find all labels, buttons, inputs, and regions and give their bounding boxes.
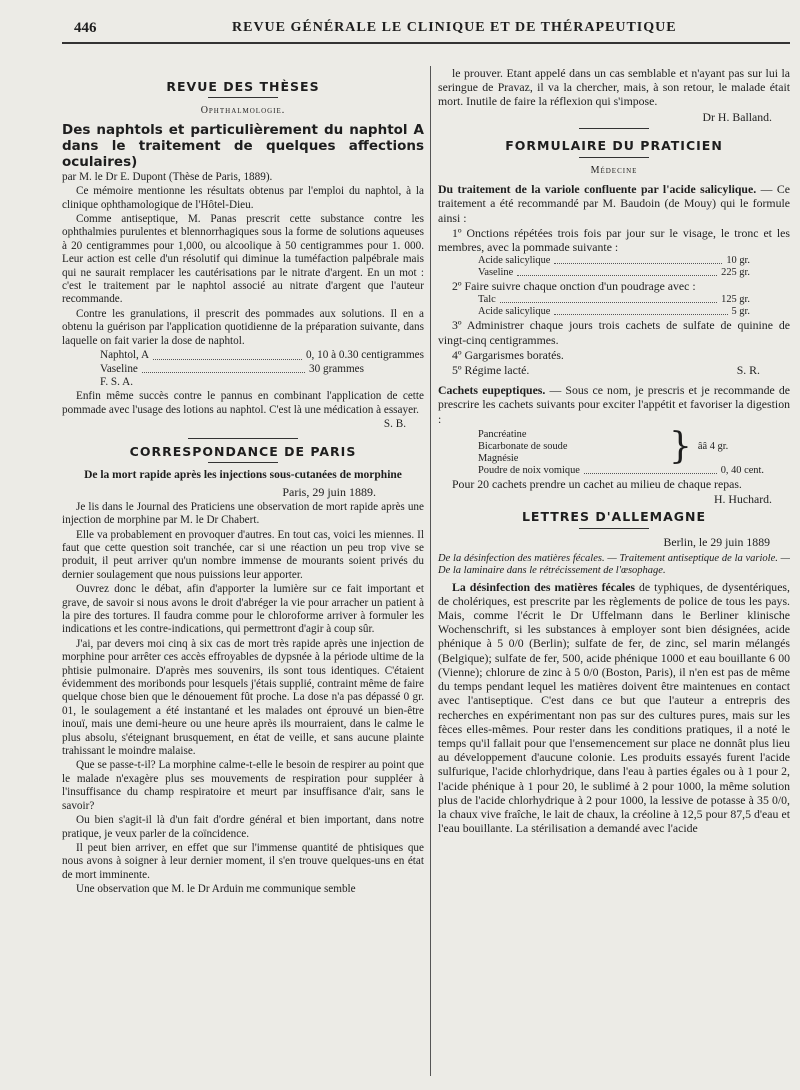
prescription-ingredient: Vaseline (478, 267, 514, 279)
cachets-formula (478, 425, 790, 467)
prescription-row (438, 294, 790, 306)
paragraph: Ce mémoire mentionne les résultats obtenus par l'emploi du naphtol, à la clinique ophthamologique de l'Hôtel-Dieu. (62, 185, 424, 211)
paragraph: Elle va probablement en provoquer d'autres. En tout cas, voici les miennes. Il faut que cette question soit tranchée, car si une réaction un peu trop vive se produit, il peut arriver qu'un nombre immense de mourants soient privés du dernier soulagement que nous puissions leur apporter. (62, 528, 424, 581)
step-text: 5º Régime lacté. (452, 363, 530, 378)
section-rule (208, 97, 278, 98)
lead-text: — Sous ce nom, je prescris et je recommande de prescrire les cachets suivants pour exciter l'appétit et favoriser la digestion : (438, 383, 790, 426)
lead-title: La désinfection des matières fécales (452, 579, 635, 594)
section-rule (579, 128, 649, 129)
left-column (62, 66, 424, 898)
section-rule (188, 438, 298, 439)
prescription-row (438, 306, 790, 318)
prescription-fsa: F. S. A. (100, 375, 133, 388)
prescription-dose: 0, 10 à 0.30 centigrammes (305, 349, 424, 362)
prescription-dose: 30 grammes (309, 362, 364, 375)
page-header (62, 14, 792, 38)
header-rule (62, 42, 790, 44)
prescription-dose: 0, 40 cent. (720, 464, 764, 476)
section-rule (579, 157, 649, 158)
paragraph (438, 580, 790, 836)
article-title: Des naphtols et particulièrement du naphtol A dans le traitement de quelques affections oculaires) (62, 121, 424, 170)
paragraph: 2º Faire suivre chaque onction d'un poudrage avec : (452, 279, 696, 294)
brace-icon: } (669, 425, 692, 467)
page-number: 446 (74, 20, 97, 36)
formulaire-section-title: FORMULAIRE DU PRATICIEN (505, 137, 723, 153)
lead-text: — Ce traitement a été recommandé par M. Baudoin (de Mouy) qui le formule ainsi : (438, 182, 790, 225)
prescription-dose: 125 gr. (721, 294, 750, 306)
lead-text: de typhiques, de dysentériques, de cholériques, est prescrite par les règlements de police de tous les pays. Mais, comme l'écrit le Dr Uffelmann dans le Berliner klinische Wochenschrift, si les substances à employer sont bien désignées, acide phénique à 5 0/0 (Berlin); sulfate de fer, de zinc, sel marin mélangés (Belgique); sulfate de fer, 500, acide phénique 1000 et eau bouillante 6 00 (Vienne); chlorure de zinc à 5 0/0 (Boston, Paris), il n'en est pas de même du temps pendant lequel les matières doivent être maintenues en contact avec l'antiseptique. C'est dans ce but que l'auteur a entrepris des recherches en expérimentant non pas sur des cultures pures, mais sur les fèces elles-mêmes. Pour rester dans les conditions pratiques, il a noté le temps qu'il fallait pour que l'ensemencement sur place ne donnât plus lieu au développement d'aucune colonie. Les produits essayés furent l'acide sulfurique, l'acide chlorhydrique, dans l'eau à parties égales ou à 1 pour 2, l'acide phénique à 1 pour 20, le sublimé à 2 pour 1000, la même solution plus de l'acide chlorhydrique à 2 pour 1000, la lessive de potasse à 35 0/0, la chaux vive fraîche, le lait de chaux, la créoline à 12,5 pour 87,5 d'eau et l'eau bouillante. La stérilisation a demandé avec l'acide (438, 579, 790, 836)
bracket-items (478, 429, 663, 465)
prescription-ingredient: Naphtol, A (100, 349, 150, 362)
prescription-ingredient: Vaseline (100, 362, 138, 375)
signature: H. Huchard. (714, 492, 772, 507)
prescription-dose: 10 gr. (726, 255, 750, 267)
paragraph (438, 383, 790, 426)
prescription-ingredient: Talc (478, 294, 496, 306)
paragraph: J'ai, par devers moi cinq à six cas de mort très rapide après une injection de morphine pour arrêter ces accès effroyables de dypsnée à la période ultime de la phtisie pulmonaire. D'après mes souvenirs, ils sont tous identiques. C'étaient évidemment des moribonds pour lesquels j'étais supplié, contraint même de faire quelque chose bien que le dénouement fût proche. La dose n'a pas dépassé 0 gr. 01, le soulagement a été instantané et les malades ont éprouvé un bien-être inouï, mais une demi-heure ou une heure après ils mourraient, dans le calme le plus absolu, s'éteignant brusquement, en état de veille, et sans aucune plainte trahissant le moindre malaise. (62, 637, 424, 758)
paragraph: 1º Onctions répétées trois fois par jour sur le visage, le tronc et les membres, avec la pommade suivante : (438, 225, 790, 255)
ingredient: Magnésie (478, 452, 519, 464)
theses-subhead: Ophthalmologie. (200, 105, 286, 117)
paragraph (438, 182, 790, 225)
paragraph: Pour 20 cachets prendre un cachet au milieu de chaque repas. (452, 476, 742, 491)
prescription-ingredient: Poudre de noix vomique (478, 464, 580, 476)
prescription-dose: 225 gr. (721, 267, 750, 279)
paragraph: Une observation que M. le Dr Arduin me communique semble (76, 883, 356, 896)
paragraph: Que se passe-t-il? La morphine calme-t-elle le besoin de respirer au point que le malade n'exagère plus ses mouvements de respiration pour suppléer à l'insuffisance du champ respiratoire et meurt par insuffisance d'air, sans le savoir? (62, 759, 424, 812)
paragraph: Je lis dans le Journal des Praticiens une observation de mort rapide après une injection de morphine par M. le Dr Chabert. (62, 500, 424, 527)
theses-section-title: REVUE DES THÈSES (166, 79, 320, 94)
column-divider (430, 66, 431, 1076)
section-rule (579, 528, 649, 529)
dateline: Paris, 29 juin 1889. (282, 485, 376, 500)
paragraph: Ouvrez donc le débat, afin d'apporter la lumière sur ce fait important et grave, de savoir si nous avons le droit d'abréger la vie pour arracher un patient à la pire des tortures. Il faudra comme pour le chloroforme arriver à formuler les indications et les contre-indications, qui permettront d'agir à coup sûr. (62, 583, 424, 636)
prescription-row (438, 267, 790, 279)
right-column (438, 66, 790, 836)
ingredient: Bicarbonate de soude (478, 440, 568, 452)
paragraph (438, 363, 790, 377)
signature: S. B. (383, 418, 406, 431)
paragraph: Il peut bien arriver, en effet que sur l'immense quantité de phtisiques que nous avons à soigner à leur dernier moment, il s'en trouve quelques-uns en état de mort imminente. (62, 841, 424, 881)
paragraph: Comme antiseptique, M. Panas prescrit cette substance contre les ophthalmies purulentes et blennorrhagiques sous la forme de solutions aqueuses à 20 centigrammes pour 1,000, ou alcoolique à 50 centigrammes pour 1. 000. Leur action est celle d'un résolutif qui diminue la tuméfaction palpébrale mais qui ne saurait remplacer les cautérisations par le nitrate d'argent. En un mot : c'est le traitement par le naphtol associé au nitrate d'argent que l'auteur recommande. (62, 213, 424, 306)
prescription-ingredient: Acide salicylique (478, 306, 551, 318)
prescription-row (62, 349, 424, 362)
paragraph: Ou bien s'agit-il là d'un fait d'ordre général et bien important, dans notre pratique, je veux parler de la coïncidence. (62, 814, 424, 840)
prescription-row (438, 255, 790, 267)
running-title: REVUE GÉNÉRALE LE CLINIQUE ET DE THÉRAPEUTIQUE (232, 20, 677, 35)
paragraph: 4º Gargarismes boratés. (452, 347, 564, 362)
lead-title: Du traitement de la variole confluente par l'acide salicylique. (438, 182, 757, 197)
prescription-ingredient: Acide salicylique (478, 255, 551, 267)
formulaire-subhead: Médecine (590, 165, 638, 177)
paragraph: Enfin même succès contre le pannus en combinant l'application de cette pommade avec l'usage des lotions au naphtol. C'est là une médication à essayer. (62, 390, 424, 416)
dateline: Berlin, le 29 juin 1889 (663, 535, 770, 550)
letter-summary: De la désinfection des matières fécales. — Traitement antiseptique de la variole. — De la laminaire dans le rétrécissement de l'œsophage. (438, 552, 790, 576)
prescription-row (62, 363, 424, 376)
correspondance-subtitle: De la mort rapide après les injections sous-cutanées de morphine (84, 468, 402, 481)
correspondance-section-title: CORRESPONDANCE DE PARIS (129, 443, 357, 459)
prescription-dose: 5 gr. (731, 306, 750, 318)
section-rule (208, 462, 278, 463)
paragraph: 3º Administrer chaque jours trois cachets de sulfate de quinine de vingt-cinq centigrammes. (438, 318, 790, 347)
article-byline: par M. le Dr E. Dupont (Thèse de Paris, 1889). (62, 170, 273, 183)
prescription-dose: ââ 4 gr. (697, 440, 729, 452)
signature: Dr H. Balland. (702, 109, 772, 124)
prescription-row (438, 465, 790, 477)
paragraph: le prouver. Etant appelé dans un cas semblable et n'ayant pas sur lui la seringue de Pravaz, il va la chercher, mais, à son retour, le malade était mort. Inutile de faire la réflexion qui s'impose. (438, 66, 790, 109)
lettres-section-title: LETTRES D'ALLEMAGNE (521, 509, 707, 525)
signature: S. R. (736, 363, 760, 378)
lead-title: Cachets eupeptiques. (438, 383, 546, 398)
ingredient: Pancréatine (478, 428, 527, 440)
paragraph: Contre les granulations, il prescrit des pommades aux solutions. Il en a obtenu la guérison par l'application quotidienne de la préparation suivante, dans laquelle on fait varier la dose de naphtol. (62, 307, 424, 347)
